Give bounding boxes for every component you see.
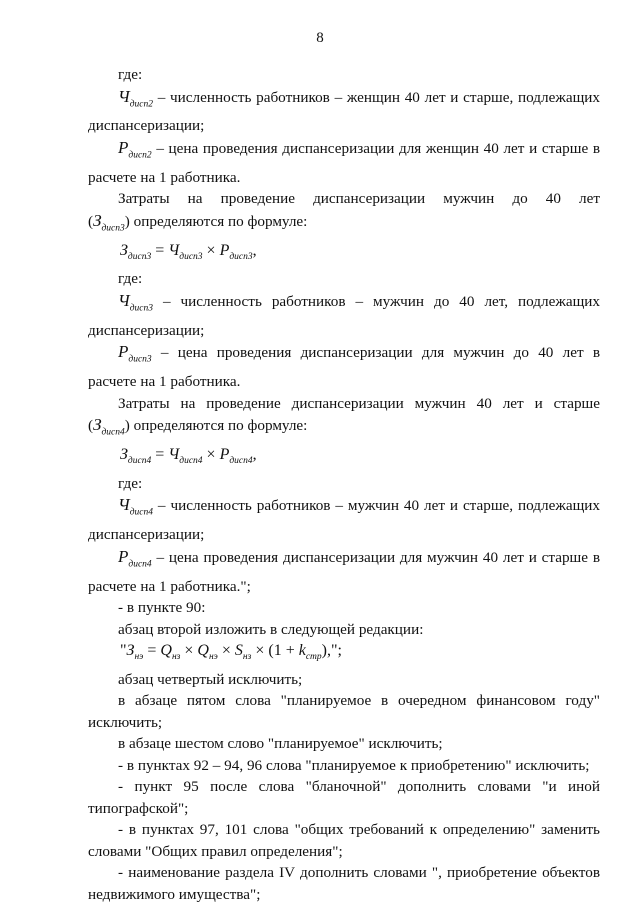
paragraph-item-95-cont: типографской"; [88,799,189,817]
paragraph-item-95: - пункт 95 после слова "бланочной" дополнить словами "и иной [118,778,600,796]
formula-disp4: $З_{дисп4} = Ч_{дисп4} \times P_{дисп4}$, [120,446,257,467]
paragraph-zatraty-disp3: Затраты на проведение диспансеризации мужчин до 40 лет [118,190,600,208]
paragraph-abzac-vtoroy: абзац второй изложить в следующей редакции: [118,620,424,638]
paragraph-ch-disp4: $Ч_{дисп4}$ – численность работников – мужчин 40 лет и старше, подлежащих [118,495,600,518]
symbol-ch-disp4: $Ч_{дисп4}$ [118,495,153,518]
formula-disp3: $З_{дисп3} = Ч_{дисп3} \times P_{дисп3}$, [120,241,257,262]
symbol-ch-disp2: $Ч_{дисп2}$ [118,86,153,109]
paragraph-item-90: - в пункте 90: [118,599,206,616]
paragraph-p-disp3: $P_{дисп3}$ – цена проведения диспансеризации для мужчин до 40 лет в [118,342,600,365]
paragraph-ch-disp3: $Ч_{дисп3}$ – численность работников – мужчин до 40 лет, подлежащих [118,290,600,314]
paragraph-p-disp3-cont: расчете на 1 работника. [88,373,241,391]
paragraph-gde: где: [118,474,143,492]
paragraph-ch-disp2: $Ч_{дисп2}$ – численность работников – женщин 40 лет и старше, подлежащих [118,86,600,109]
symbol-p-disp3: $P_{дисп3}$ [118,342,152,365]
paragraph-abzac-pyatyy-cont: исключить; [88,713,163,731]
paragraph-p-disp2-cont: расчете на 1 работника. [88,168,241,186]
paragraph-abzac-pyatyy: в абзаце пятом слова "планируемое в очередном финансовом году" [118,692,600,710]
paragraph-ch-disp3-cont: диспансеризации; [88,321,205,339]
paragraph-ch-disp4-cont: диспансеризации; [88,526,205,544]
paragraph-p-disp4-cont: расчете на 1 работника."; [88,577,251,595]
paragraph-gde: где: [118,270,143,288]
paragraph-section-iv-cont: недвижимого имущества"; [88,885,261,903]
paragraph-zatraty-disp4: Затраты на проведение диспансеризации мужчин 40 лет и старше [118,394,600,412]
formula-z-ne: "$З_{нэ} = Q_{нз} \times Q_{нэ} \times S_{нз} \times (1 + k_{стр})$,"; [120,642,342,663]
symbol-p-disp2: $P_{дисп2}$ [118,137,152,161]
document-body [88,64,600,905]
paragraph-p-disp2: $P_{дисп2}$ – цена проведения диспансеризации для женщин 40 лет и старше в [118,137,600,161]
symbol-ch-disp3: $Ч_{дисп3}$ [118,290,153,314]
paragraph-abzac-shestoy: в абзаце шестом слово "планируемое" исключить; [118,735,443,753]
paragraph-ch-disp2-cont: диспансеризации; [88,117,205,135]
paragraph-zatraty-disp3-cont: $(З_{дисп3})$ определяются по формуле: [88,210,308,234]
paragraph-items-92-96: - в пунктах 92 – 94, 96 слова "планируемое к приобретению" исключить; [118,756,590,774]
paragraph-items-97-101-cont: словами "Общих правил определения"; [88,842,343,860]
paragraph-section-iv: - наименование раздела IV дополнить словами ", приобретение объектов [118,864,600,882]
paragraph-p-disp4: $P_{дисп4}$ – цена проведения диспансеризации для мужчин 40 лет и старше в [118,546,600,569]
paragraph-abzac-chetvertyy: абзац четвертый исключить; [118,670,303,688]
symbol-z-disp3: $З_{дисп3}$ [93,210,125,234]
symbol-z-disp4: $З_{дисп4}$ [93,415,125,438]
symbol-p-disp4: $P_{дисп4}$ [118,546,152,569]
paragraph-items-97-101: - в пунктах 97, 101 слова "общих требований к определению" заменить [118,821,600,839]
paragraph-gde: где: [118,66,143,83]
page-number: 8 [316,30,324,46]
paragraph-zatraty-disp4-cont: $(З_{дисп4})$ определяются по формуле: [88,415,308,438]
